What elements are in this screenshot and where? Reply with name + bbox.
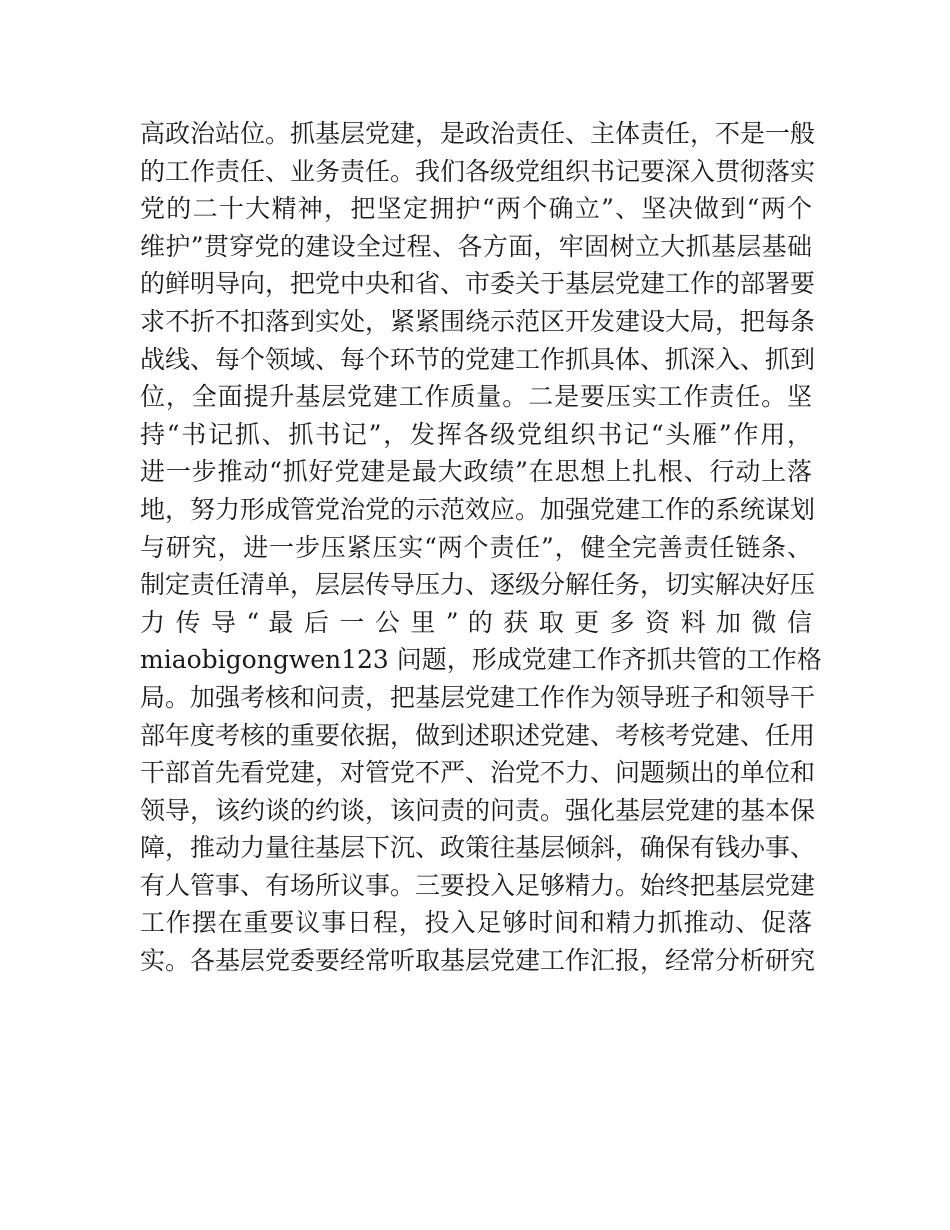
text-line: 维护”贯穿党的建设全过程、各方面，牢固树立大抓基层基础	[140, 231, 812, 261]
text-line: 部年度考核的重要依据，做到述职述党建、考核考党建、任用	[140, 720, 816, 750]
text-line: 求不折不扣落到实处，紧紧围绕示范区开发建设大局，把每条	[140, 306, 816, 336]
text-line: 进一步推动“抓好党建是最大政绩”在思想上扎根、行动上落	[140, 457, 812, 487]
text-line: 地，努力形成管党治党的示范效应。加强党建工作的系统谋划	[140, 494, 816, 524]
text-line: 的鲜明导向，把党中央和省、市委关于基层党建工作的部署要	[140, 269, 816, 299]
text-line: 障，推动力量往基层下沉、政策往基层倾斜，确保有钱办事、	[140, 833, 816, 863]
text-line: 的工作责任、业务责任。我们各级党组织书记要深入贯彻落实	[140, 156, 816, 186]
text-line: 领导，该约谈的约谈，该问责的问责。强化基层党建的基本保	[140, 795, 816, 825]
text-line: 持“书记抓、抓书记”，发挥各级党组织书记“头雁”作用，	[140, 419, 812, 449]
text-line: 高政治站位。抓基层党建，是政治责任、主体责任，不是一般	[140, 119, 816, 148]
text-line: 干部首先看党建，对管党不严、治党不力、问题频出的单位和	[140, 758, 816, 788]
body-paragraph	[140, 115, 822, 980]
text-line: 力 传 导 “ 最 后 一 公 里 ” 的 获 取 更 多 资 料 加 微 信	[140, 607, 812, 637]
text-line: 工作摆在重要议事日程，投入足够时间和精力抓推动、促落	[140, 908, 812, 938]
text-line: 制定责任清单，层层传导压力、逐级分解任务，切实解决好压	[140, 570, 816, 600]
text-line: 与研究，进一步压紧压实“两个责任”，健全完善责任链条、	[140, 532, 812, 562]
text-line: 局。加强考核和问责，把基层党建工作作为领导班子和领导干	[140, 682, 816, 712]
text-line: miaobigongwen123 问题，形成党建工作齐抓共管的工作格	[140, 645, 822, 675]
text-line: 有人管事、有场所议事。三要投入足够精力。始终把基层党建	[140, 870, 816, 900]
text-line: 战线、每个领域、每个环节的党建工作抓具体、抓深入、抓到	[140, 344, 816, 374]
text-line: 实。各基层党委要经常听取基层党建工作汇报，经常分析研究	[140, 946, 816, 976]
text-line: 位，全面提升基层党建工作质量。二是要压实工作责任。坚	[140, 382, 812, 412]
text-line: 党的二十大精神，把坚定拥护“两个确立”、坚决做到“两个	[140, 194, 812, 224]
